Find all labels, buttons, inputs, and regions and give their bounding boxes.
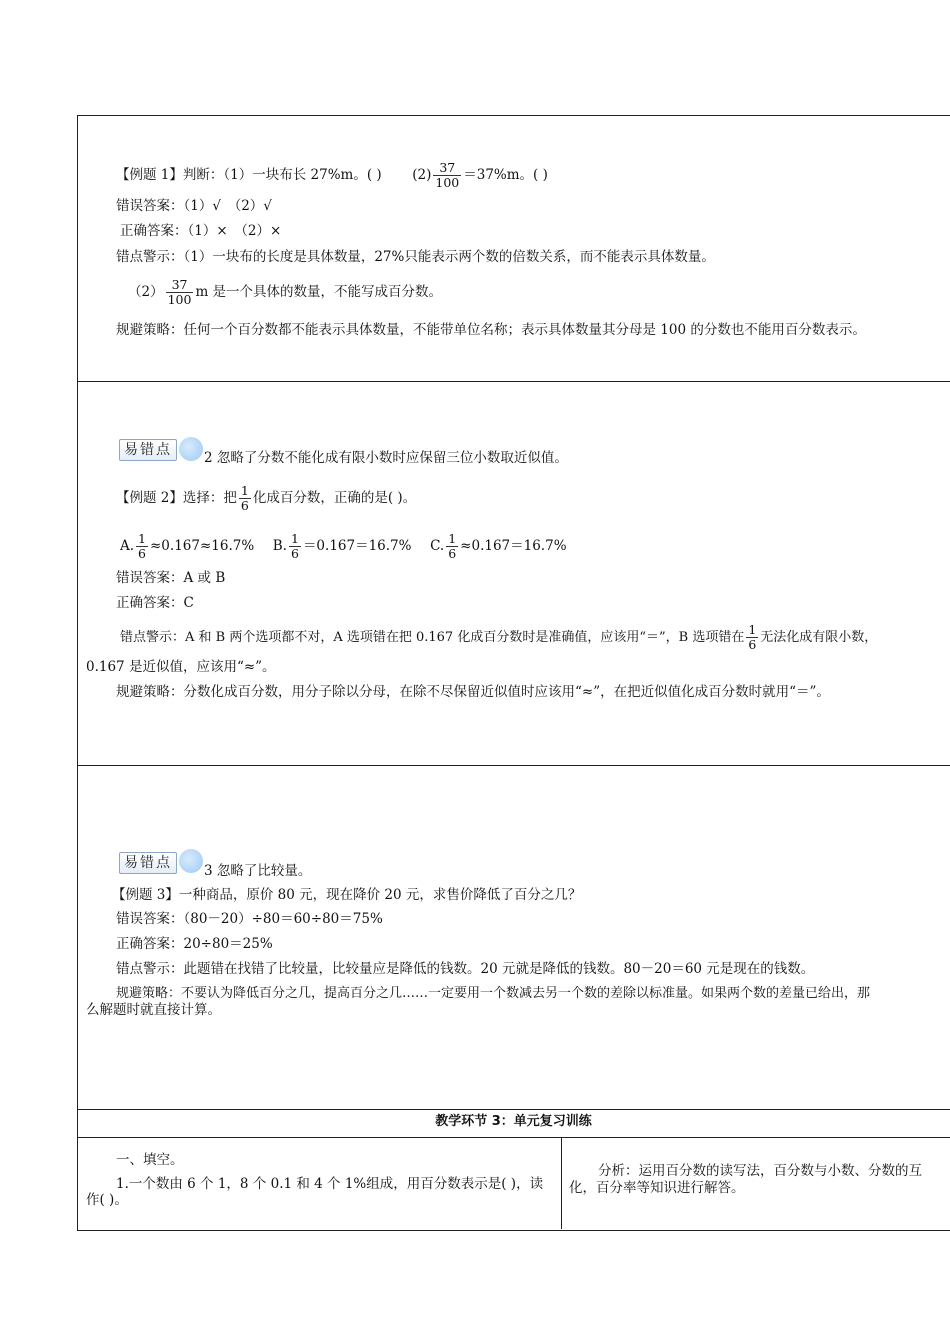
option-c: C. $\frac{1}{6}$ ≈0.167＝16.7% — [430, 531, 567, 561]
analysis-text: 分析：运用百分数的读写法，百分数与小数、分数的互 — [598, 1163, 922, 1179]
ex3-warning: 错点警示：此题错在找错了比较量，比较量应是降低的钱数。20 元就是降低的钱数。80－20＝60 元是现在的钱数。 — [116, 961, 815, 977]
row-divider — [77, 765, 950, 766]
column-divider — [561, 1137, 562, 1229]
ex1-question: 【例题 1】判断：（1）一块布长 27%m。( ) (2) $\frac{37}{100}$ ＝37%m。( ) — [116, 160, 548, 190]
row-divider — [77, 1109, 950, 1110]
ex1-warning: 错点警示：（1）一块布的长度是具体数量，27%只能表示两个数的倍数关系，而不能表示具体数量。 — [116, 249, 715, 265]
section-header: 教学环节 3：单元复习训练 — [435, 1114, 592, 1129]
ex3-question: 【例题 3】一种商品，原价 80 元，现在降价 20 元，求售价降低了百分之几？ — [112, 887, 582, 903]
ex2-title: 2 忽略了分数不能化成有限小数时应保留三位小数取近似值。 — [204, 450, 568, 466]
error-prone-badge: 易错点 — [119, 852, 177, 874]
fraction-37-100: $\frac{37}{100}$ — [167, 277, 192, 307]
option-a: A. $\frac{1}{6}$ ≈0.167≈16.7% — [120, 531, 255, 561]
error-prone-badge: 易错点 — [119, 439, 177, 461]
option-b: B. $\frac{1}{6}$ ＝0.167＝16.7% — [272, 531, 412, 561]
ex3-strategy: 规避策略：不要认为降低百分之几，提高百分之几……一定要用一个数减去另一个数的差除以标准量。如果两个数的差量已给出，那 — [116, 986, 871, 1001]
ex2-correct-answer: 正确答案：C — [116, 595, 194, 611]
row-divider — [77, 381, 950, 382]
fraction-1-6: $\frac{1}{6}$ — [240, 483, 249, 513]
ex2-wrong-answer: 错误答案：A 或 B — [116, 570, 226, 586]
ex2-strategy: 规避策略：分数化成百分数，用分子除以分母，在除不尽保留近似值时应该用“≈”，在把近似值化成百分数时就用“＝”。 — [116, 684, 830, 700]
fraction-37-100: $\frac{37}{100}$ — [435, 160, 460, 190]
badge-circle-icon — [179, 437, 203, 461]
ex3-wrong-answer: 错误答案：（80－20）÷80＝60÷80＝75% — [116, 911, 383, 927]
ex2-warning-line2: 0.167 是近似值，应该用“≈”。 — [86, 659, 276, 675]
ex1-warning-2: （2） $\frac{37}{100}$ m 是一个具体的数量，不能写成百分数。 — [128, 277, 443, 307]
badge-circle-icon — [179, 849, 203, 873]
ex2-question: 【例题 2】选择：把 $\frac{1}{6}$ 化成百分数，正确的是( )。 — [116, 483, 417, 513]
exercise-q1: 1.一个数由 6 个 1，8 个 0.1 和 4 个 1%组成，用百分数表示是( )，读 — [116, 1176, 544, 1192]
ex1-wrong-answer: 错误答案：（1）√ （2）√ — [116, 198, 272, 214]
exercise-heading: 一、填空。 — [116, 1152, 184, 1168]
ex1-correct-answer: 正确答案：（1）× （2）× — [120, 223, 282, 239]
ex2-options — [120, 532, 567, 561]
ex3-title: 3 忽略了比较量。 — [204, 863, 312, 879]
row-divider — [77, 1137, 950, 1138]
ex3-correct-answer: 正确答案：20÷80＝25% — [116, 936, 273, 952]
ex2-warning: 错点警示：A 和 B 两个选项都不对，A 选项错在把 0.167 化成百分数时是准确值，应该用“＝”，B 选项错在 $\frac{1}{6}$ 无法化成有限小数， — [120, 622, 878, 652]
ex1-strategy: 规避策略：任何一个百分数都不能表示具体数量，不能带单位名称；表示具体数量其分母是 100 的分数也不能用百分数表示。 — [116, 322, 866, 338]
ex3-strategy-line2: 么解题时就直接计算。 — [86, 1002, 221, 1018]
exercise-q1-line2: 作( )。 — [86, 1192, 128, 1208]
analysis-text-line2: 化，百分率等知识进行解答。 — [569, 1180, 745, 1196]
